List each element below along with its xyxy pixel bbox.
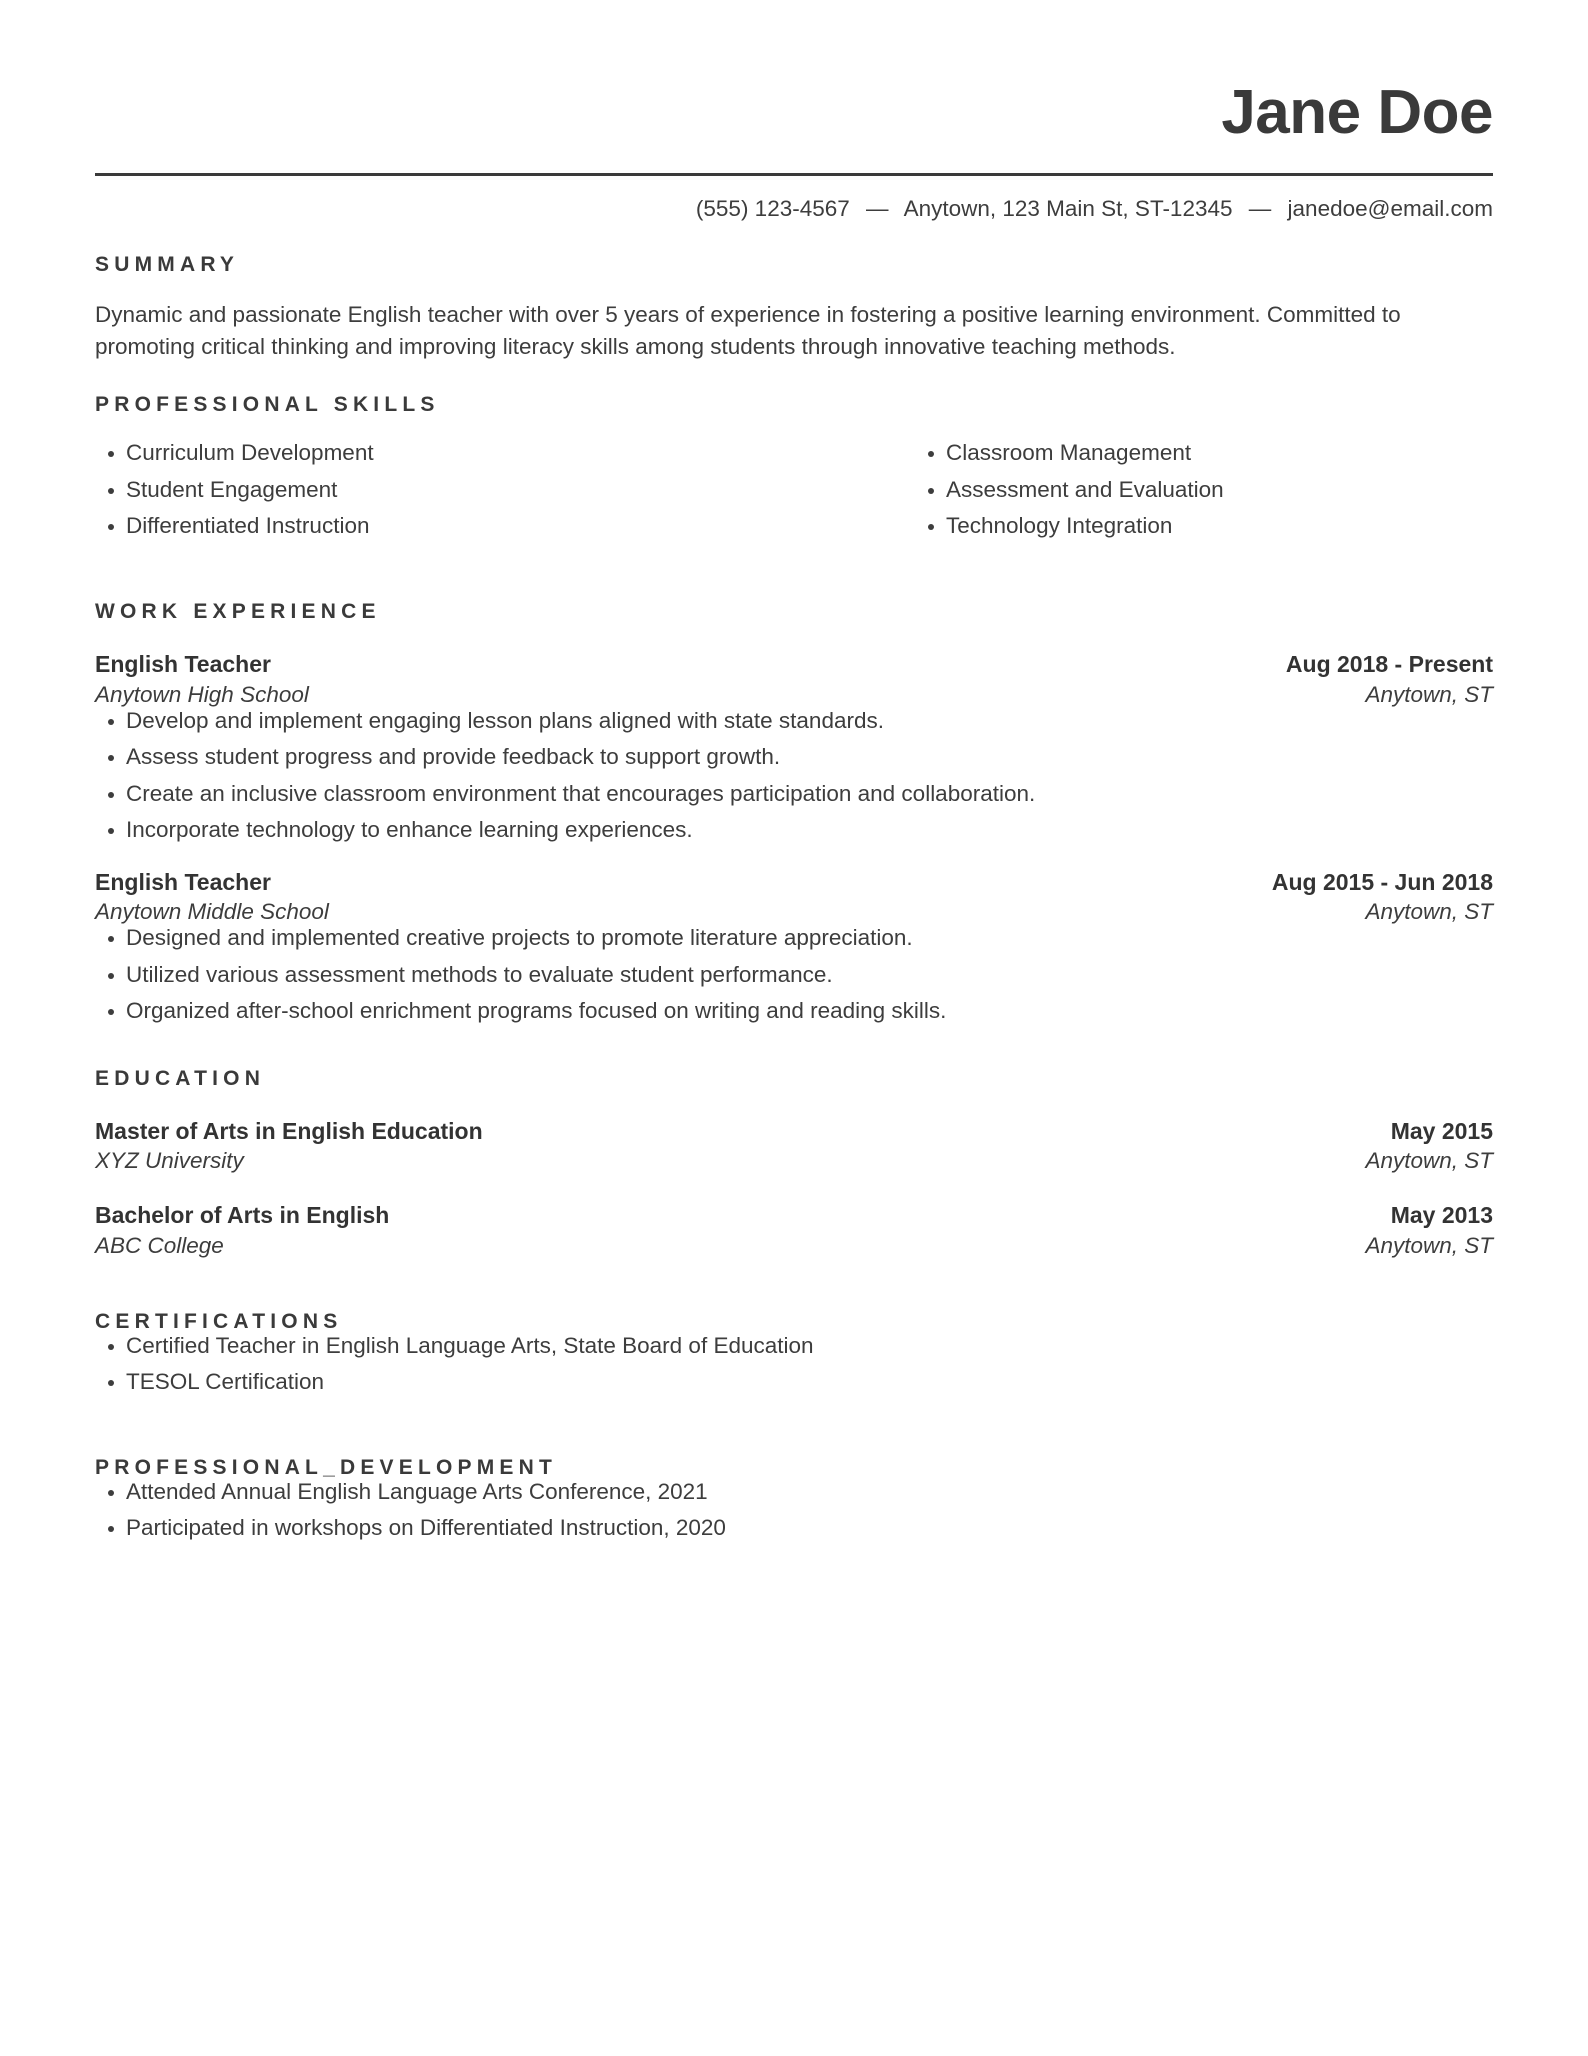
school-name: ABC College [95,1232,224,1258]
work-entry [95,868,1493,1023]
list-item: Assessment and Evaluation [915,478,1493,501]
education-entry [95,1117,1493,1176]
contact-address: Anytown, 123 Main St, ST-12345 [903,196,1233,222]
list-item: TESOL Certification [95,1370,1493,1393]
list-item: Technology Integration [915,514,1493,537]
job-bullet-list [95,926,1493,1022]
list-item: Participated in workshops on Differentiated Instruction, 2020 [95,1516,1493,1539]
degree-date: May 2015 [1390,1117,1493,1144]
resume-header [95,72,1493,223]
work-entry-subheader [95,680,1493,709]
job-location: Anytown, ST [1365,899,1493,925]
list-item: Classroom Management [915,441,1493,464]
section-heading-professional-development: PROFESSIONAL_DEVELOPMENT [95,1455,558,1479]
section-heading-summary: SUMMARY [95,253,240,277]
section-heading-work-experience: WORK EXPERIENCE [95,600,381,624]
section-skills [95,393,1493,550]
contact-line [95,194,1493,223]
section-heading-certifications: CERTIFICATIONS [95,1309,343,1333]
summary-text: Dynamic and passionate English teacher with over 5 years of experience in fostering a positive learning environment. Committed to promoting critical thinking and improving literacy skills among students through innovative teaching methods. [95,302,1401,360]
school-name: XYZ University [95,1147,244,1173]
list-item: Organized after-school enrichment programs focused on writing and reading skills. [95,999,1493,1022]
education-entry-subheader [95,1146,1493,1175]
contact-email: janedoe@email.com [1287,196,1493,222]
job-title: English Teacher [95,651,271,678]
job-location: Anytown, ST [1365,681,1493,707]
section-work-experience [95,600,1493,1022]
list-item: Utilized various assessment methods to evaluate student performance. [95,963,1493,986]
work-entry-header [95,650,1493,679]
list-item: Create an inclusive classroom environment that encourages participation and collaboration. [95,782,1493,805]
education-entry-subheader [95,1231,1493,1260]
candidate-name: Jane Doe [1221,78,1493,147]
skills-list-left [95,441,794,537]
school-location: Anytown, ST [1365,1232,1493,1258]
list-item: Attended Annual English Language Arts Conference, 2021 [95,1480,1493,1503]
list-item: Curriculum Development [95,441,794,464]
list-item: Assess student progress and provide feedback to support growth. [95,745,1493,768]
contact-separator: — [866,196,889,222]
job-date: Aug 2018 - Present [1285,651,1493,678]
skills-list-right [915,441,1493,537]
section-professional-development [95,1456,1493,1540]
education-entry-header [95,1117,1493,1146]
job-organization: Anytown Middle School [95,899,329,925]
skills-column-left [95,441,794,550]
certifications-list [95,1334,1493,1394]
job-title: English Teacher [95,868,271,895]
degree-title: Master of Arts in English Education [95,1117,483,1144]
education-entry-header [95,1201,1493,1230]
education-entry [95,1201,1493,1260]
professional-development-list [95,1480,1493,1540]
list-item: Incorporate technology to enhance learning experiences. [95,818,1493,841]
section-certifications [95,1310,1493,1394]
skills-column-right [794,441,1493,550]
section-education [95,1067,1493,1260]
header-divider [95,173,1493,176]
section-summary [95,253,1493,363]
job-bullet-list [95,709,1493,842]
job-date: Aug 2015 - Jun 2018 [1271,868,1493,895]
degree-date: May 2013 [1390,1202,1493,1229]
school-location: Anytown, ST [1365,1147,1493,1173]
work-entry-header [95,868,1493,897]
job-organization: Anytown High School [95,681,309,707]
list-item: Develop and implement engaging lesson plans aligned with state standards. [95,709,1493,732]
list-item: Certified Teacher in English Language Arts, State Board of Education [95,1334,1493,1357]
list-item: Student Engagement [95,478,794,501]
contact-phone: (555) 123-4567 [695,196,850,222]
degree-title: Bachelor of Arts in English [95,1202,390,1229]
skills-grid [95,441,1493,550]
list-item: Differentiated Instruction [95,514,794,537]
section-heading-education: EDUCATION [95,1066,266,1090]
contact-separator: — [1248,196,1272,222]
list-item: Designed and implemented creative projects to promote literature appreciation. [95,926,1493,949]
work-entry-subheader [95,897,1493,926]
work-entry [95,650,1493,841]
section-heading-skills: PROFESSIONAL SKILLS [95,393,440,417]
